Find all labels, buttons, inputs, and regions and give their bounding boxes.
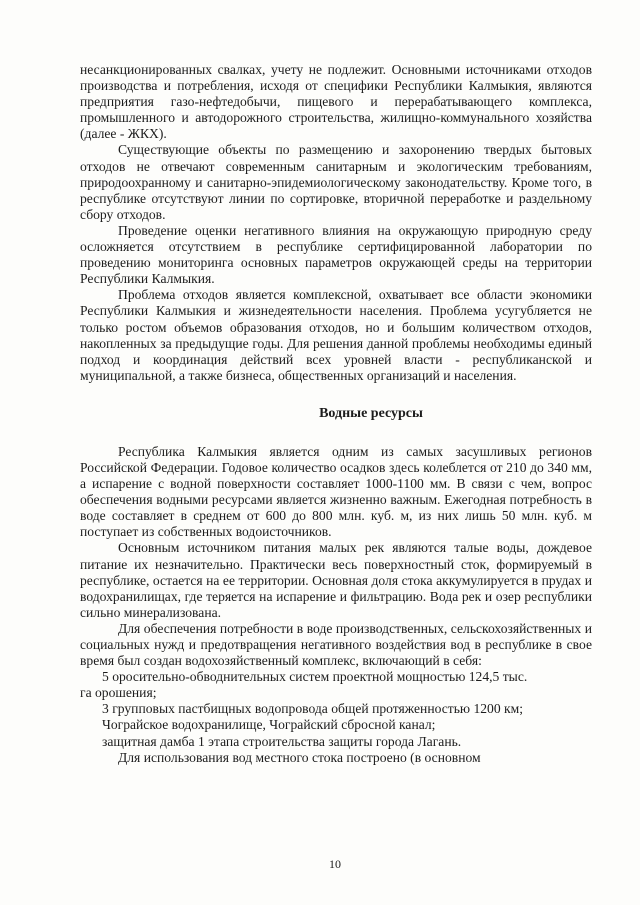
paragraph-water-complex: Для обеспечения потребности в воде производственных, сельскохозяйственных и социальных нужд и предотвращения негативного воздействия вод в республике в свое время был создан водохозяйственный комплекс, включающий в себя: <box>80 620 592 669</box>
page-number: 10 <box>329 857 341 871</box>
section-heading-water-resources: Водные ресурсы <box>319 405 423 421</box>
paragraph-waste-facilities: Существующие объекты по размещению и захоронению твердых бытовых отходов не отвечают современным санитарным и экологическим требованиям, природоохранному и санитарно-эпидемиологическому законодательству. Кроме того, в республике отсутствуют линии по сортировке, вторичной переработке и раздельному сбору отходов. <box>80 142 592 222</box>
paragraph-waste-problem: Проблема отходов является комплексной, охватывает все области экономики Республики Калмыкия и жизнедеятельности населения. Проблема усугубляется не только ростом объемов образования отходов, но и большим количеством отходов, накопленных за предыдущие годы. Для решения данной проблемы необходимы единый подход и координация действий всех уровней власти - республиканской и муниципальной, а также бизнеса, общественных организаций и населения. <box>80 287 592 383</box>
list-item-pasture-water-pipelines: 3 групповых пастбищных водопровода общей протяженностью 1200 км; <box>102 701 524 717</box>
paragraph-monitoring: Проведение оценки негативного влияния на окружающую природную среду осложняется отсутствием в республике сертифицированной лаборатории по проведению мониторинга основных параметров окружающей среды на территории Республики Калмыкия. <box>80 222 592 287</box>
paragraph-local-runoff: Для использования вод местного стока построено (в основном <box>118 749 481 765</box>
list-item-protective-dam: защитная дамба 1 этапа строительства защиты города Лагань. <box>102 733 462 749</box>
paragraph-river-feeding: Основным источником питания малых рек являются талые воды, дождевое питание их незначительно. Практически весь поверхностный сток, формируемый в республике, остается на ее территории. Основная доля стока аккумулируется в прудах и водохранилищах, где теряется на испарение и фильтрацию. Вода рек и озер республики сильно минерализована. <box>80 540 592 620</box>
list-item-chograi-reservoir: Чограйское водохранилище, Чограйский сбросной канал; <box>102 717 436 733</box>
list-item-irrigation-systems-continuation: га орошения; <box>80 685 157 701</box>
paragraph-arid-region: Республика Калмыкия является одним из самых засушливых регионов Российской Федерации. Годовое количество осадков здесь колеблется от 210 до 340 мм, а испарение с водной поверхности составляет 1000-1100 мм. В связи с чем, вопрос обеспечения водными ресурсами является жизненно важным. Ежегодная потребность в воде составляет в среднем от 600 до 800 млн. куб. м, из них лишь 50 млн. куб. м поступает из собственных водоисточников. <box>80 443 592 540</box>
paragraph-waste-sources: несанкционированных свалках, учету не подлежит. Основными источниками отходов производства и потребления, исходя от специфики Республики Калмыкия, являются предприятия газо-нефтедобычи, пищевого и перерабатывающего комплекса, промышленного и автодорожного строительства, жилищно-коммунального хозяйства (далее - ЖКХ). <box>80 62 592 142</box>
list-item-irrigation-systems: 5 оросительно-обводнительных систем проектной мощностью 124,5 тыс. <box>102 669 528 685</box>
